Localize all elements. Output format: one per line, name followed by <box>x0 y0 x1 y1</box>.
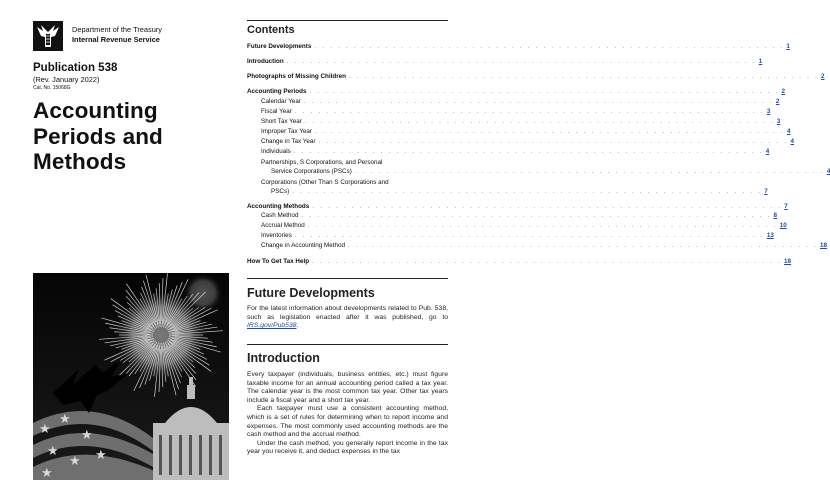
pub538-link[interactable]: IRS.gov/Pub538 <box>247 322 297 330</box>
toc-entry-label: How To Get Tax Help <box>247 258 310 265</box>
toc-leader-dots: . . . . . . . . . . . . . . . . . . . . . . . . . . . . . . . . . . . . . . . . . . . . . . . . . . . . . . . . . . . . <box>354 168 825 175</box>
toc-page-link[interactable]: 18 <box>784 258 792 265</box>
toc-page-link[interactable]: 7 <box>764 188 768 195</box>
toc-leader-dots: . . . . . . . . . . . . . . . . . . . . . . . . . . . . . . . . . . . . . . . . . . . . . . . . . . . . . . . . . . . . <box>314 43 785 50</box>
toc-entry[interactable] <box>247 73 825 80</box>
toc-entry-label: Accrual Method <box>261 222 305 229</box>
toc-page-link[interactable]: 18 <box>820 242 828 249</box>
toc-page-link[interactable]: 2 <box>775 98 780 105</box>
svg-text:★: ★ <box>39 422 51 437</box>
toc-leader-dots: . . . . . . . . . . . . . . . . . . . . . . . . . . . . . . . . . . . . . . . . . . . . . . . . . . . . . . . . . . . . <box>307 222 778 229</box>
toc-entry[interactable] <box>261 212 777 219</box>
toc-page-link[interactable]: 8 <box>773 212 777 219</box>
toc-entry-label: Accounting Methods <box>247 203 310 210</box>
toc-leader-dots: . . . . . . . . . . . . . . . . . . . . . . . . . . . . . . . . . . . . . . . . . . . . . . . . . . . . . . . . . . . . <box>312 203 783 210</box>
toc-page-link[interactable]: 4 <box>790 138 795 145</box>
toc-entry-label: Cash Method <box>261 212 299 219</box>
toc-entry-label: Individuals <box>261 148 291 155</box>
toc-entry-label: Calendar Year <box>261 98 301 105</box>
toc-leader-dots: . . . . . . . . . . . . . . . . . . . . . . . . . . . . . . . . . . . . . . . . . . . . . . . . . . . . . . . . . . . . <box>292 188 763 195</box>
introduction-paragraph: Under the cash method, you generally report income in the tax year you receive it, and deduct expenses in the tax <box>247 439 448 456</box>
toc-leader-dots: . . . . . . . . . . . . . . . . . . . . . . . . . . . . . . . . . . . . . . . . . . . . . . . . . . . . . . . . . . . . <box>315 128 785 135</box>
toc-leader-dots: . . . . . . . . . . . . . . . . . . . . . . . . . . . . . . . . . . . . . . . . . . . . . . . . . . . . . . . . . . . . <box>304 118 775 125</box>
toc-entry[interactable] <box>271 168 830 175</box>
toc-entry[interactable] <box>261 159 448 166</box>
future-developments-text-before: For the latest information about developments related to Pub. 538, such as legislation enacted after it was published, go to <box>247 305 448 321</box>
toc-entry[interactable] <box>261 128 791 135</box>
toc-entry-label: Short Tax Year <box>261 118 302 125</box>
svg-text:★: ★ <box>59 412 71 427</box>
toc-leader-dots: . . . . . . . . . . . . . . . . . . . . . . . . . . . . . . . . . . . . . . . . . . . . . . . . . . . . . . . . . . . . <box>294 232 765 239</box>
catalog-number: Cat. No. 15068G <box>33 85 71 91</box>
toc-entry-label: Future Developments <box>247 43 312 50</box>
toc-entry-label: Change in Accounting Method <box>261 242 346 249</box>
toc-entry[interactable] <box>261 232 774 239</box>
publication-revision: (Rev. January 2022) <box>33 75 100 84</box>
toc-page-link[interactable]: 4 <box>765 148 770 155</box>
toc-entry-label: Service Corporations (PSCs) <box>271 168 352 175</box>
toc-entry[interactable] <box>271 188 768 195</box>
agency-name <box>72 25 162 45</box>
contents-heading: Contents <box>247 24 295 36</box>
toc-entry-label: PSCs) <box>271 188 290 195</box>
toc-leader-dots: . . . . . . . . . . . . . . . . . . . . . . . . . . . . . . . . . . . . . . . . . . . . . . . . . . . . . . . . . . . . <box>286 58 757 65</box>
cover-left-column <box>33 0 229 480</box>
future-developments-text <box>247 305 448 331</box>
future-developments-heading: Future Developments <box>247 286 375 300</box>
contents-top-rule <box>247 20 448 21</box>
toc-entry[interactable] <box>261 179 448 186</box>
svg-text:★: ★ <box>69 454 81 469</box>
toc-entry[interactable] <box>261 242 828 249</box>
toc-leader-dots: . . . . . . . . . . . . . . . . . . . . . . . . . . . . . . . . . . . . . . . . . . . . . . . . . . . . . . . . . . . . <box>293 148 764 155</box>
toc-page-link[interactable]: 4 <box>787 128 791 135</box>
publication-info <box>33 62 117 92</box>
toc-entry-label: Introduction <box>247 58 284 65</box>
toc-page-link[interactable]: 13 <box>766 232 774 239</box>
toc-entry-label: Accounting Periods <box>247 88 307 95</box>
toc-entry[interactable] <box>261 118 781 125</box>
toc-entry[interactable] <box>247 258 792 265</box>
agency-line-2: Internal Revenue Service <box>72 35 160 44</box>
introduction-paragraph: Every taxpayer (individuals, business entities, etc.) must figure taxable income for an annual accounting period called a tax year. The calendar year is the most common tax year. Other tax years include a fiscal year and a short tax year. <box>247 371 448 404</box>
introduction-heading: Introduction <box>247 351 320 365</box>
fireworks-flag-eagle-capitol-photo-icon <box>33 273 229 480</box>
toc-page-link[interactable]: 7 <box>784 203 788 210</box>
toc-entry[interactable] <box>261 222 787 229</box>
toc-page-link[interactable]: 3 <box>766 108 771 115</box>
toc-entry[interactable] <box>247 203 788 210</box>
toc-leader-dots: . . . . . . . . . . . . . . . . . . . . . . . . . . . . . . . . . . . . . . . . . . . . . . . . . . . . . . . . . . . . <box>294 108 765 115</box>
title-line: Accounting <box>33 98 158 123</box>
introduction-paragraph: Each taxpayer must use a consistent accounting method, which is a set of rules for determining when to report income and expenses. The most commonly used accounting methods are the cash method and the accrual method. <box>247 405 448 439</box>
toc-entry-label: Partnerships, S Corporations, and Personal <box>261 159 383 166</box>
title-line: Periods and <box>33 123 163 149</box>
toc-leader-dots: . . . . . . . . . . . . . . . . . . . . . . . . . . . . . . . . . . . . . . . . . . . . . . . . . . . . . . . . . . . . <box>348 242 819 249</box>
future-developments-text-after: . <box>296 322 299 330</box>
toc-leader-dots: . . . . . . . . . . . . . . . . . . . . . . . . . . . . . . . . . . . . . . . . . . . . . . . . . . . . . . . . . . . . <box>303 98 774 105</box>
toc-entry[interactable] <box>247 88 785 95</box>
irs-eagle-logo-icon <box>33 21 63 51</box>
title-line: Methods <box>33 149 127 174</box>
document-title <box>33 98 163 175</box>
toc-entry-label: Corporations (Other Than S Corporations and <box>261 179 389 186</box>
agency-header <box>33 18 162 51</box>
toc-entry[interactable] <box>247 43 790 50</box>
toc-entry[interactable] <box>261 108 771 115</box>
toc-entry-label: Photographs of Missing Children <box>247 73 347 80</box>
toc-page-link[interactable]: 2 <box>781 88 785 95</box>
future-developments-rule <box>247 278 448 279</box>
toc-entry[interactable] <box>247 58 763 65</box>
svg-text:★: ★ <box>41 466 53 481</box>
toc-page-link[interactable]: 2 <box>821 73 825 80</box>
toc-entry[interactable] <box>261 138 795 145</box>
svg-text:★: ★ <box>95 448 107 463</box>
publication-title: Publication 538 <box>33 62 118 74</box>
toc-entry[interactable] <box>261 148 770 155</box>
toc-page-link[interactable]: 10 <box>779 222 787 229</box>
svg-text:★: ★ <box>47 444 59 459</box>
svg-text:★: ★ <box>81 428 93 443</box>
toc-entry[interactable] <box>261 98 780 105</box>
toc-entry-label: Change in Tax Year <box>261 138 316 145</box>
toc-page-link[interactable]: 1 <box>758 58 763 65</box>
toc-entry-label: Improper Tax Year <box>261 128 312 135</box>
toc-page-link[interactable]: 3 <box>776 118 781 125</box>
introduction-text <box>247 371 448 457</box>
toc-leader-dots: . . . . . . . . . . . . . . . . . . . . . . . . . . . . . . . . . . . . . . . . . . . . . . . . . . . . . . . . . . . . <box>318 138 789 145</box>
introduction-rule <box>247 344 448 345</box>
toc-page-link[interactable]: 1 <box>786 43 790 50</box>
cover-photo <box>33 273 229 480</box>
toc-entry-label: Fiscal Year <box>261 108 292 115</box>
toc-entry-label: Inventories <box>261 232 292 239</box>
toc-leader-dots: . . . . . . . . . . . . . . . . . . . . . . . . . . . . . . . . . . . . . . . . . . . . . . . . . . . . . . . . . . . . <box>301 212 772 219</box>
toc-page-link[interactable]: 4 <box>826 168 830 175</box>
toc-leader-dots: . . . . . . . . . . . . . . . . . . . . . . . . . . . . . . . . . . . . . . . . . . . . . . . . . . . . . . . . . . . . <box>349 73 820 80</box>
toc-leader-dots: . . . . . . . . . . . . . . . . . . . . . . . . . . . . . . . . . . . . . . . . . . . . . . . . . . . . . . . . . . . . <box>309 88 780 95</box>
agency-line-1: Department of the Treasury <box>72 25 162 34</box>
toc-leader-dots: . . . . . . . . . . . . . . . . . . . . . . . . . . . . . . . . . . . . . . . . . . . . . . . . . . . . . . . . . . . . <box>312 258 783 265</box>
